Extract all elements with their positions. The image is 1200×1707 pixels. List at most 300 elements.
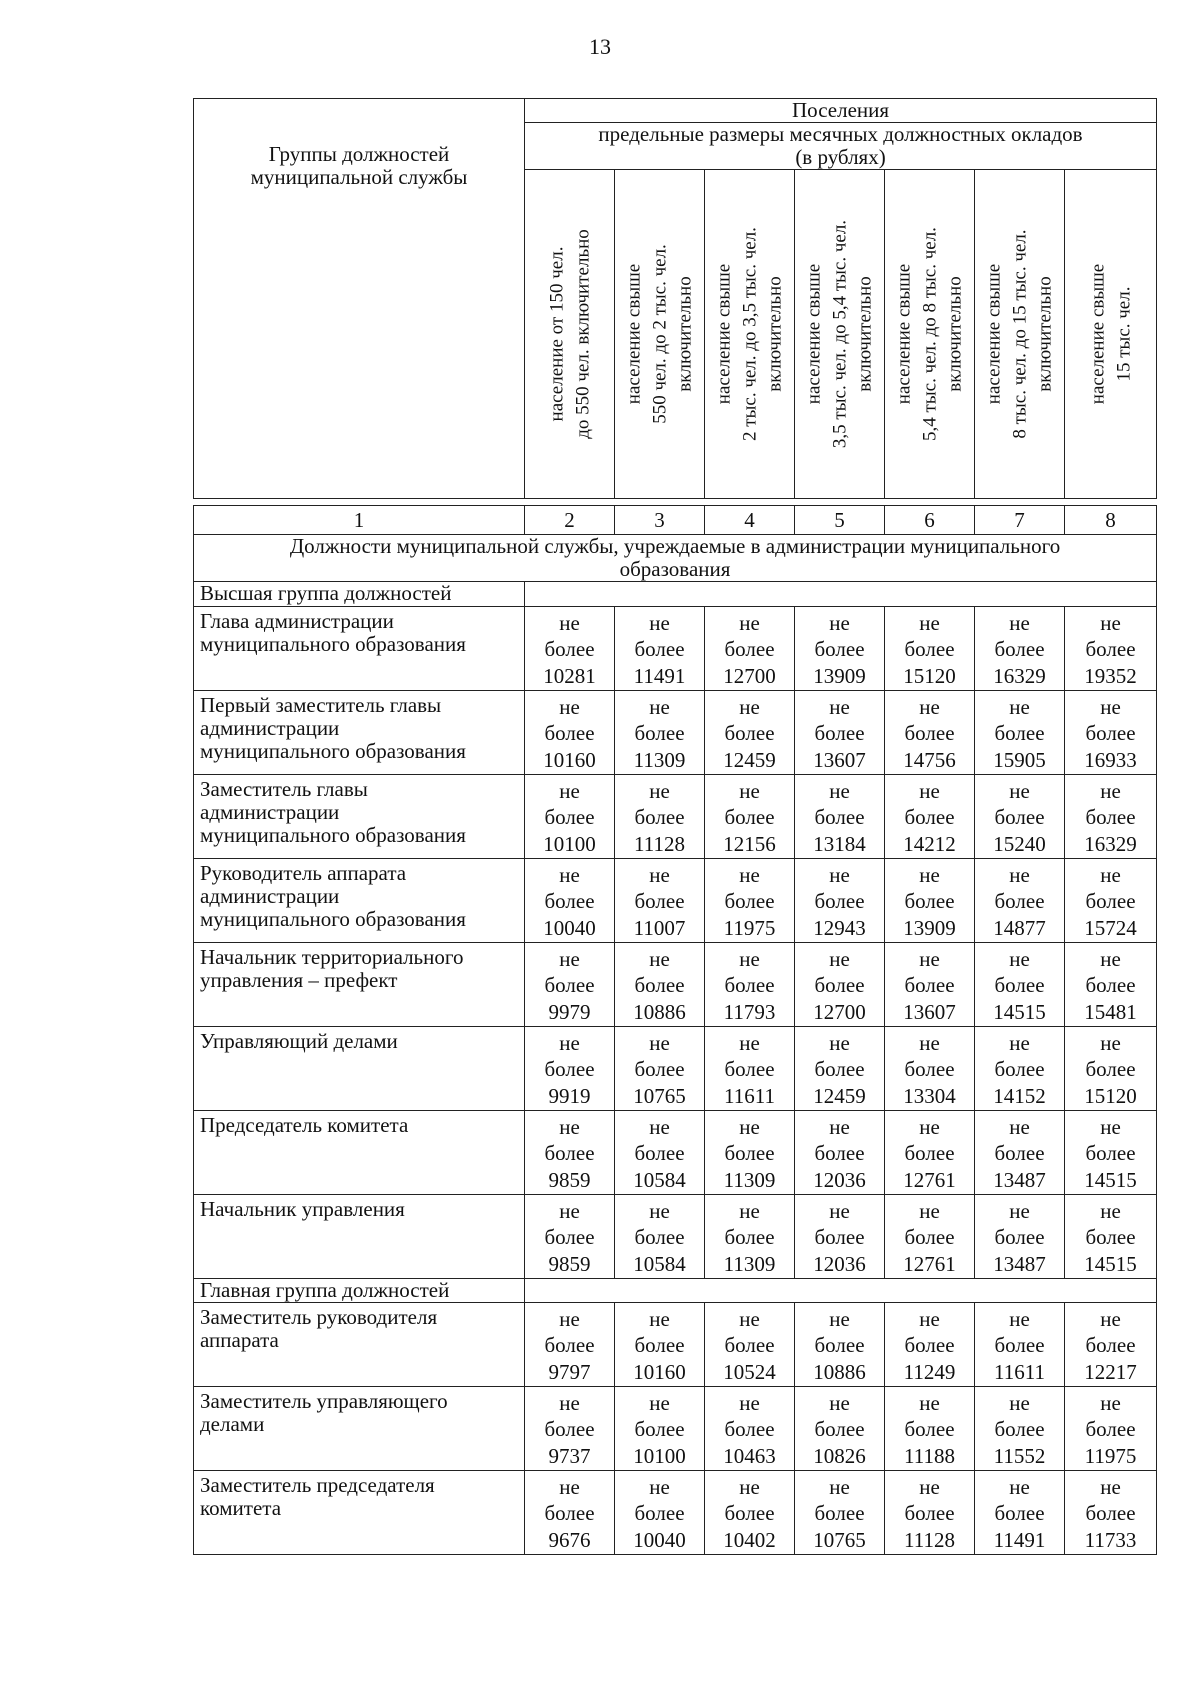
salary-value: 16933	[1084, 747, 1137, 772]
salary-prefix-bolee: более	[904, 721, 955, 746]
salary-prefix-ne: не	[829, 946, 850, 971]
salary-prefix-bolee: более	[634, 1417, 685, 1442]
salary-value: 9919	[548, 1083, 591, 1108]
table-row	[194, 1470, 1157, 1554]
salary-value: 12156	[723, 831, 776, 856]
salary-value: 11793	[723, 999, 776, 1024]
salary-prefix-ne: не	[829, 1390, 850, 1415]
salary-value: 11309	[723, 1167, 776, 1192]
salary-prefix-bolee: более	[544, 805, 595, 830]
salary-value: 10100	[543, 831, 596, 856]
salary-prefix-bolee: более	[634, 721, 685, 746]
salary-prefix-bolee: более	[724, 1225, 775, 1250]
salary-prefix-ne: не	[919, 862, 940, 887]
salary-value: 14515	[1084, 1167, 1137, 1192]
salary-cell	[975, 1194, 1065, 1278]
salary-prefix-ne: не	[1100, 610, 1121, 635]
salary-prefix-ne: не	[829, 862, 850, 887]
salary-prefix-ne: не	[649, 694, 670, 719]
salary-cell	[975, 942, 1065, 1026]
position-name: Глава администрации муниципального образования	[194, 606, 525, 690]
salary-cell	[885, 1470, 975, 1554]
salary-prefix-bolee: более	[814, 1417, 865, 1442]
salary-prefix-ne: не	[649, 1474, 670, 1499]
salary-prefix-ne: не	[829, 1114, 850, 1139]
salary-prefix-bolee: более	[1085, 889, 1136, 914]
column-header-text: население свыше 8 тыс. чел. до 15 тыс. чел. включительно	[983, 229, 1056, 439]
section-title: Должности муниципальной службы, учреждаемые в администрации муниципального образования	[194, 535, 1157, 582]
salary-cell	[615, 1110, 705, 1194]
group-header-empty	[525, 582, 1157, 606]
salary-prefix-ne: не	[1009, 1198, 1030, 1223]
salary-prefix-bolee: более	[904, 973, 955, 998]
salary-prefix-bolee: более	[1085, 1057, 1136, 1082]
salary-prefix-ne: не	[1009, 610, 1030, 635]
salary-cell	[795, 1470, 885, 1554]
salary-prefix-ne: не	[649, 1030, 670, 1055]
salary-prefix-ne: не	[739, 1030, 760, 1055]
salary-prefix-ne: не	[559, 1198, 580, 1223]
salary-prefix-bolee: более	[994, 1417, 1045, 1442]
salary-cell	[705, 858, 795, 942]
salary-prefix-bolee: более	[544, 1057, 595, 1082]
salary-cell	[1065, 690, 1157, 774]
salary-prefix-bolee: более	[724, 1417, 775, 1442]
salary-prefix-ne: не	[559, 862, 580, 887]
salary-value: 10524	[723, 1359, 776, 1384]
salary-prefix-bolee: более	[814, 1501, 865, 1526]
salary-prefix-bolee: более	[1085, 1417, 1136, 1442]
column-header-4	[705, 170, 795, 499]
salary-prefix-bolee: более	[724, 1501, 775, 1526]
column-number: 8	[1065, 506, 1157, 535]
salary-value: 14515	[1084, 1251, 1137, 1276]
salary-cell	[1065, 1110, 1157, 1194]
salary-prefix-bolee: более	[814, 1225, 865, 1250]
salary-prefix-ne: не	[1100, 1114, 1121, 1139]
salary-prefix-bolee: более	[994, 1141, 1045, 1166]
salary-value: 10584	[633, 1251, 686, 1276]
salary-prefix-bolee: более	[904, 1417, 955, 1442]
table-row	[194, 858, 1157, 942]
salary-cell	[795, 690, 885, 774]
salary-value: 12943	[813, 915, 866, 940]
salary-prefix-bolee: более	[724, 1141, 775, 1166]
salary-prefix-bolee: более	[634, 805, 685, 830]
position-name: Начальник управления	[194, 1194, 525, 1278]
salary-cell	[885, 942, 975, 1026]
salary-value: 11491	[993, 1527, 1046, 1552]
salary-prefix-ne: не	[1100, 1306, 1121, 1331]
salary-prefix-bolee: более	[634, 973, 685, 998]
salary-prefix-bolee: более	[634, 1225, 685, 1250]
salary-prefix-ne: не	[649, 1198, 670, 1223]
salary-prefix-bolee: более	[994, 1501, 1045, 1526]
salary-prefix-ne: не	[829, 778, 850, 803]
column-header-3	[615, 170, 705, 499]
salary-prefix-bolee: более	[904, 805, 955, 830]
salary-table	[193, 98, 1157, 1555]
salary-prefix-bolee: более	[544, 1417, 595, 1442]
salary-prefix-ne: не	[739, 946, 760, 971]
salary-cell	[1065, 606, 1157, 690]
salary-value: 12459	[813, 1083, 866, 1108]
salary-prefix-bolee: более	[814, 721, 865, 746]
salary-groups	[194, 582, 1157, 1554]
salary-prefix-bolee: более	[634, 1501, 685, 1526]
salary-cell	[885, 1026, 975, 1110]
salary-cell	[885, 1302, 975, 1386]
salary-cell	[525, 1302, 615, 1386]
salary-cell	[615, 1470, 705, 1554]
column-header-6	[885, 170, 975, 499]
salary-value: 10765	[813, 1527, 866, 1552]
salary-prefix-bolee: более	[544, 721, 595, 746]
column-number: 6	[885, 506, 975, 535]
salary-prefix-ne: не	[649, 1390, 670, 1415]
salary-prefix-bolee: более	[1085, 1501, 1136, 1526]
salary-prefix-ne: не	[559, 1390, 580, 1415]
salary-prefix-bolee: более	[724, 805, 775, 830]
salary-value: 9676	[548, 1527, 591, 1552]
salary-prefix-ne: не	[1009, 1030, 1030, 1055]
salary-prefix-ne: не	[1100, 1390, 1121, 1415]
position-name: Первый заместитель главы администрации муниципального образования	[194, 690, 525, 774]
salary-prefix-bolee: более	[724, 721, 775, 746]
salary-value: 11309	[723, 1251, 776, 1276]
salary-cell	[795, 1110, 885, 1194]
salary-prefix-bolee: более	[994, 1225, 1045, 1250]
salary-prefix-bolee: более	[814, 1333, 865, 1358]
salary-prefix-ne: не	[919, 778, 940, 803]
salary-prefix-ne: не	[829, 694, 850, 719]
salary-prefix-bolee: более	[994, 973, 1045, 998]
salary-value: 10886	[633, 999, 686, 1024]
salary-value: 9797	[548, 1359, 591, 1384]
group-header-row	[194, 1278, 1157, 1302]
position-name: Заместитель руководителя аппарата	[194, 1302, 525, 1386]
column-number: 7	[975, 506, 1065, 535]
salary-value: 10281	[543, 663, 596, 688]
salary-prefix-bolee: более	[1085, 721, 1136, 746]
salary-prefix-bolee: более	[634, 889, 685, 914]
salary-cell	[885, 774, 975, 858]
salary-value: 11309	[633, 747, 686, 772]
salary-value: 19352	[1084, 663, 1137, 688]
salary-prefix-ne: не	[1009, 1390, 1030, 1415]
salary-value: 16329	[1084, 831, 1137, 856]
salary-prefix-ne: не	[739, 1306, 760, 1331]
salary-cell	[705, 942, 795, 1026]
salary-prefix-ne: не	[1100, 778, 1121, 803]
salary-cell	[1065, 1026, 1157, 1110]
group-title: Высшая группа должностей	[194, 582, 525, 606]
salary-value: 11552	[993, 1443, 1046, 1468]
salary-value: 14756	[903, 747, 956, 772]
salary-value: 15120	[903, 663, 956, 688]
salary-value: 10100	[633, 1443, 686, 1468]
table-row	[194, 1302, 1157, 1386]
salary-cell	[975, 1110, 1065, 1194]
salary-prefix-ne: не	[649, 610, 670, 635]
salary-prefix-bolee: более	[994, 805, 1045, 830]
salary-prefix-ne: не	[649, 778, 670, 803]
salary-cell	[615, 1194, 705, 1278]
salary-cell	[705, 606, 795, 690]
salary-prefix-ne: не	[559, 610, 580, 635]
salary-value: 15905	[993, 747, 1046, 772]
salary-cell	[1065, 774, 1157, 858]
salary-prefix-bolee: более	[814, 637, 865, 662]
salary-prefix-bolee: более	[724, 889, 775, 914]
salary-cell	[705, 690, 795, 774]
salary-cell	[795, 774, 885, 858]
salary-value: 11249	[903, 1359, 956, 1384]
salary-prefix-bolee: более	[724, 1333, 775, 1358]
salary-value: 13909	[813, 663, 866, 688]
salary-prefix-bolee: более	[544, 1501, 595, 1526]
salary-value: 16329	[993, 663, 1046, 688]
salary-value: 10886	[813, 1359, 866, 1384]
salary-value: 12700	[813, 999, 866, 1024]
salary-cell	[615, 1302, 705, 1386]
salary-cell	[795, 1302, 885, 1386]
column-number: 5	[795, 506, 885, 535]
salary-prefix-bolee: более	[904, 1057, 955, 1082]
salary-value: 9737	[548, 1443, 591, 1468]
salary-prefix-bolee: более	[724, 973, 775, 998]
salary-value: 10160	[543, 747, 596, 772]
salary-cell	[525, 690, 615, 774]
salary-prefix-bolee: более	[994, 1333, 1045, 1358]
salary-prefix-bolee: более	[904, 1501, 955, 1526]
table-row	[194, 1026, 1157, 1110]
salary-value: 12700	[723, 663, 776, 688]
salary-prefix-ne: не	[1009, 862, 1030, 887]
salary-prefix-ne: не	[1009, 778, 1030, 803]
salary-value: 9979	[548, 999, 591, 1024]
salary-prefix-bolee: более	[814, 805, 865, 830]
table-row	[194, 606, 1157, 690]
salary-cell	[975, 1302, 1065, 1386]
salary-cell	[975, 606, 1065, 690]
salary-prefix-ne: не	[649, 946, 670, 971]
header-row-settlements	[194, 99, 1157, 123]
salary-cell	[1065, 1302, 1157, 1386]
salary-value: 11128	[634, 831, 685, 856]
salary-prefix-ne: не	[919, 1474, 940, 1499]
salary-cell	[705, 1302, 795, 1386]
salary-prefix-ne: не	[559, 1114, 580, 1139]
salary-prefix-ne: не	[919, 1114, 940, 1139]
salary-prefix-bolee: более	[904, 889, 955, 914]
salary-cell	[525, 942, 615, 1026]
column-number: 4	[705, 506, 795, 535]
salary-value: 11188	[904, 1443, 955, 1468]
salary-value: 12036	[813, 1251, 866, 1276]
column-header-text: население свыше 3,5 тыс. чел. до 5,4 тыс. чел. включительно	[803, 220, 876, 449]
salary-value: 11007	[633, 915, 686, 940]
column-header-7	[975, 170, 1065, 499]
salary-prefix-ne: не	[739, 862, 760, 887]
column-header-text: население от 150 чел. до 550 чел. включительно	[545, 229, 593, 440]
position-name: Заместитель главы администрации муниципального образования	[194, 774, 525, 858]
salary-value: 12761	[903, 1251, 956, 1276]
salary-prefix-ne: не	[1009, 1474, 1030, 1499]
salary-cell	[975, 858, 1065, 942]
salary-cell	[525, 1194, 615, 1278]
salary-value: 14515	[993, 999, 1046, 1024]
salary-value: 11975	[1084, 1443, 1137, 1468]
salary-value: 10826	[813, 1443, 866, 1468]
salary-value: 13607	[813, 747, 866, 772]
header-groups-title: Группы должностей муниципальной службы	[194, 99, 525, 499]
salary-cell	[975, 1386, 1065, 1470]
section-title-row	[194, 535, 1157, 582]
salary-cell	[885, 1386, 975, 1470]
salary-cell	[885, 1110, 975, 1194]
salary-prefix-ne: не	[559, 694, 580, 719]
page-number: 13	[589, 34, 611, 59]
position-name: Заместитель управляющего делами	[194, 1386, 525, 1470]
salary-prefix-bolee: более	[634, 1057, 685, 1082]
salary-cell	[975, 1470, 1065, 1554]
column-header-text: население свыше 550 чел. до 2 тыс. чел. включительно	[623, 244, 696, 425]
salary-prefix-ne: не	[559, 946, 580, 971]
salary-prefix-ne: не	[649, 1306, 670, 1331]
salary-prefix-ne: не	[829, 1306, 850, 1331]
salary-cell	[705, 1110, 795, 1194]
salary-value: 15240	[993, 831, 1046, 856]
salary-prefix-bolee: более	[994, 721, 1045, 746]
salary-prefix-ne: не	[919, 1198, 940, 1223]
salary-prefix-ne: не	[739, 694, 760, 719]
salary-cell	[705, 1026, 795, 1110]
salary-prefix-bolee: более	[814, 1141, 865, 1166]
salary-prefix-bolee: более	[1085, 1225, 1136, 1250]
salary-cell	[1065, 1194, 1157, 1278]
salary-prefix-ne: не	[919, 1030, 940, 1055]
salary-value: 11733	[1084, 1527, 1137, 1552]
salary-cell	[615, 690, 705, 774]
group-header-row	[194, 582, 1157, 606]
salary-cell	[525, 858, 615, 942]
salary-value: 9859	[548, 1167, 591, 1192]
salary-prefix-ne: не	[829, 610, 850, 635]
salary-cell	[1065, 1470, 1157, 1554]
salary-prefix-bolee: более	[544, 973, 595, 998]
header-limits-title: предельные размеры месячных должностных окладов (в рублях)	[525, 123, 1157, 170]
column-number: 3	[615, 506, 705, 535]
salary-prefix-ne: не	[1100, 694, 1121, 719]
salary-value: 10402	[723, 1527, 776, 1552]
salary-prefix-ne: не	[829, 1030, 850, 1055]
column-number: 1	[194, 506, 525, 535]
table-row	[194, 1386, 1157, 1470]
salary-value: 13304	[903, 1083, 956, 1108]
column-number-row	[194, 506, 1157, 535]
salary-prefix-bolee: более	[904, 1333, 955, 1358]
position-name: Председатель комитета	[194, 1110, 525, 1194]
group-header-empty	[525, 1278, 1157, 1302]
salary-cell	[1065, 942, 1157, 1026]
salary-prefix-bolee: более	[994, 889, 1045, 914]
column-header-5	[795, 170, 885, 499]
salary-cell	[975, 1026, 1065, 1110]
salary-value: 10040	[633, 1527, 686, 1552]
salary-cell	[1065, 858, 1157, 942]
column-header-text: население свыше 2 тыс. чел. до 3,5 тыс. чел. включительно	[713, 227, 786, 442]
salary-prefix-ne: не	[649, 1114, 670, 1139]
column-header-8	[1065, 170, 1157, 499]
salary-prefix-bolee: более	[994, 1057, 1045, 1082]
salary-prefix-ne: не	[1009, 946, 1030, 971]
salary-prefix-ne: не	[1009, 694, 1030, 719]
salary-cell	[615, 1026, 705, 1110]
salary-prefix-bolee: более	[1085, 1141, 1136, 1166]
salary-value: 10160	[633, 1359, 686, 1384]
position-name: Начальник территориального управления – префект	[194, 942, 525, 1026]
salary-prefix-bolee: более	[634, 1333, 685, 1358]
salary-value: 15481	[1084, 999, 1137, 1024]
salary-value: 13909	[903, 915, 956, 940]
salary-cell	[975, 690, 1065, 774]
salary-cell	[1065, 1386, 1157, 1470]
salary-cell	[795, 858, 885, 942]
salary-cell	[525, 774, 615, 858]
salary-cell	[615, 858, 705, 942]
salary-prefix-ne: не	[1100, 862, 1121, 887]
salary-value: 11975	[723, 915, 776, 940]
salary-prefix-bolee: более	[544, 889, 595, 914]
salary-cell	[705, 1386, 795, 1470]
salary-value: 14212	[903, 831, 956, 856]
salary-prefix-ne: не	[649, 862, 670, 887]
salary-prefix-ne: не	[559, 1306, 580, 1331]
salary-value: 12217	[1084, 1359, 1137, 1384]
salary-prefix-bolee: более	[544, 1141, 595, 1166]
salary-value: 14877	[993, 915, 1046, 940]
salary-cell	[705, 1194, 795, 1278]
salary-cell	[615, 942, 705, 1026]
salary-cell	[525, 606, 615, 690]
salary-value: 11611	[724, 1083, 775, 1108]
salary-prefix-ne: не	[919, 610, 940, 635]
salary-value: 13487	[993, 1251, 1046, 1276]
salary-prefix-bolee: более	[544, 1333, 595, 1358]
salary-value: 15724	[1084, 915, 1137, 940]
salary-value: 12459	[723, 747, 776, 772]
salary-prefix-ne: не	[739, 778, 760, 803]
column-header-text: население свыше 5,4 тыс. чел. до 8 тыс. чел. включительно	[893, 227, 966, 442]
salary-cell	[525, 1470, 615, 1554]
salary-prefix-ne: не	[919, 1390, 940, 1415]
salary-prefix-bolee: более	[904, 1141, 955, 1166]
salary-cell	[885, 858, 975, 942]
salary-prefix-ne: не	[1100, 1030, 1121, 1055]
salary-prefix-ne: не	[1100, 1474, 1121, 1499]
salary-prefix-ne: не	[829, 1474, 850, 1499]
salary-value: 13607	[903, 999, 956, 1024]
table-row	[194, 1194, 1157, 1278]
salary-prefix-bolee: более	[904, 637, 955, 662]
salary-prefix-bolee: более	[1085, 637, 1136, 662]
salary-cell	[795, 1386, 885, 1470]
column-header-2	[525, 170, 615, 499]
salary-value: 15120	[1084, 1083, 1137, 1108]
column-header-text: население свыше 15 тыс. чел.	[1086, 264, 1134, 405]
salary-value: 9859	[548, 1251, 591, 1276]
